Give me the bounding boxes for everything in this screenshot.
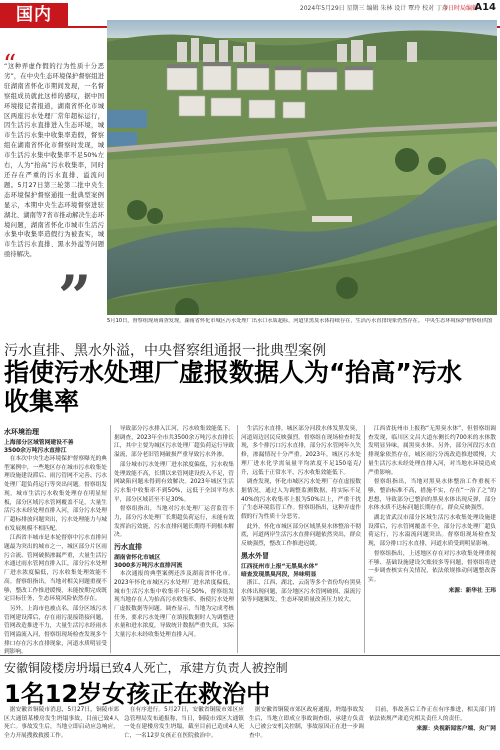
paragraph: 此外，怀化市城区部分区域黑臭水体整治不彻底，河道两岸生活污水直排问题依然突出，群众反映强烈，整改工作推进迟缓。: [241, 523, 361, 548]
story1-col3-subhead-2: 暗查发现黑臭河段，异味明显: [241, 571, 317, 578]
pull-quote: [0, 52, 106, 342]
paragraph: 督察组指出，当地对污水处理厂运营监管不力，部分污水处理厂长期超负荷运行，未能有效发挥治污效能，污水直排问题长期得不到根本解决。: [114, 506, 234, 539]
story1-col2-section: 污水直排: [114, 543, 142, 552]
story1-col1-subhead-2: 3500余万吨污水直排江: [4, 448, 67, 454]
header-tag: 今日时局编辑: [441, 5, 478, 12]
aerial-photo-illustration: [107, 20, 497, 315]
story1-col2-subhead-1: 湖南省怀化市城区: [114, 555, 161, 562]
story1-col3-subhead-1: 江西抚州市上报“无黑臭水体”: [241, 563, 319, 570]
story2-headline: 1名12岁女孩正在救治中: [4, 680, 271, 708]
story1-col2-subhead-2: 3000多万吨污水直排河流: [114, 563, 183, 570]
aerial-photo: [107, 20, 497, 315]
paragraph: 据安徽省铜陵市消息，5月27日，铜陵市郊区大通镇某楼房发生坍塌事故，目前已致4人死亡。事故发生后，当地立即启动应急响应，全力开展搜救救援工作。: [4, 707, 119, 740]
story1-column-3: [241, 425, 361, 655]
paragraph: 调查发现，怀化市城区污水处理厂存在虚报数据情况，通过人为调整监测数据，将实际不足40%的污水收集率上报为50%以上，严重干扰了生态环境监管工作。督察组指出，这种弄虚作假的行为性质十分恶劣。: [241, 479, 361, 521]
story1-col3-section: 黑水外冒: [241, 551, 269, 560]
paragraph: 目前，事故善后工作正在有序推进，相关部门将依法依规严肃追究相关责任人的责任。: [369, 707, 496, 722]
paragraph: 江西省丰城市是本轮督察中污水直排问题最为突出的城市之一，城区部分片区雨污合流、管网破损渗漏严重，大量生活污水通过雨水管网直排入江，部分污水处理厂进水浓度偏低，污水收集处理效能不高。督察组指出，当地对相关问题重视不够，整改工作推进缓慢，未能按期完成既定目标任务，生态环境风险依然存在。: [4, 535, 107, 603]
paragraph: 部分城市污水处理厂进水浓度偏低，污水收集处理效能不高，长期以来管网建设投入不足，管网缺陷问题未得到有效解决。2023年城区生活污水集中收集率不到50%，远低于全国平均水平，部分区域甚至不足30%。: [114, 461, 234, 503]
story2-source: 来源：央视新闻客户端、央广网: [416, 726, 496, 733]
pull-quote-text: “这种弄虚作假的行为性质十分恶劣”，在中央生态环境保护督察组进驻湖南省怀化市期间发现，一名督察组成员就此这样的感叹，据中国环境报记者报道，湖南省怀化市城区两座污水处理厂常年超标运行，因生活污水直排进入生态环境，城市生活污水集中收集率造假，督察组在湖南省怀化市督察时发现，城市生活污水集中收集率不足50%左右，人为“抬高”污水收集率，同时还存在严重的污水直排、溢流问题。5月27日第三轮第二批中央生态环境保护督察通报一批典型案例显示，本期中央生态环境督察进驻湖北、湖南等7省市推动解决生态环境问题，湖南省怀化市城市生活污水集中收集率造假行为被查实，城市生活污水直排、黑水外溢等问题亟待解决。: [4, 63, 104, 259]
close-quote-icon: ”: [58, 263, 92, 331]
open-quote-icon: “: [3, 50, 17, 80]
paragraph: 督察组指出，上述地区存在对污水收集处理重视不够、基础设施建设欠账较多等问题，督察组将进一步调查核实有关情况，依法依规推动问题整改落实。: [368, 550, 496, 583]
story2-column-4: [369, 706, 496, 748]
story2-column-3: [249, 706, 364, 748]
paragraph: 督察组指出，当地对黑臭水体整治工作重视不够，整治标准不高，措施不实，存在“一治了之”的思想，导致部分已整治的黑臭水体出现反弹，部分水体水质不达标问题长期存在，群众反映强烈。: [368, 479, 496, 512]
column-divider: [110, 425, 111, 653]
paragraph: 在本次中央生态环境保护督察曝光的典型案例中，一些地区存在城市污水收集处理设施建设滞后、雨污管网不完善、污水处理厂超负荷运行等突出问题。督察组发现，城市生活污水收集处理存在明显短板，部分区域污水管网覆盖不足，大量生活污水未经处理直排入河，部分污水处理厂超标排放问题突出，污水处理能力与城市发展规模不相匹配。: [4, 456, 107, 532]
header-meta: 2024年5月29日 星期三 编辑 朱林 设计 覃玲 校对 丁彦: [299, 5, 448, 12]
paragraph: 生活污水直排，城区部分河段水体发黑发臭，河道周边居民反映强烈。督察组在现场检查时发现，多个排污口污水直排，部分污水管网年久失修，渗漏情况十分严重。2023年，城区污水处理厂进水化学需氧量平均浓度不足150毫克/升，远低于正常水平，污水收集效能低下。: [241, 426, 361, 476]
paragraph: 导致部分污水排入江河，污水收集效能低下。据调查，2023年全市共3500余万吨污水直排长江，其中主要为城区污水处理厂超负荷运行导致溢流，部分老旧管网破损严重导致污水外渗。: [114, 426, 234, 459]
story1-column-2: [114, 425, 234, 655]
story-separator: [0, 655, 500, 656]
story1-kicker: 污水直排、黑水外溢，中央督察组通报一批典型案例: [4, 343, 326, 359]
story1-headline: 指使污水处理厂虚报数据人为“抬高”污水收集率: [4, 358, 462, 416]
paragraph: 另外，上海市也被点名，部分区域污水管网建设滞后，存在雨污混接错接问题，管网改造推进不力，大量生活污水经雨水管网溢流入河，督察组现场检查发现多个排口存在污水直排现象，河道水质明显受到影响。: [4, 605, 107, 655]
paragraph: 浙江、江西、湖北、云南等多个省份均有黑臭水体出现问题，部分地区污水管网破损、溢流污染等问题频发，生态环境质量改善压力较大。: [241, 579, 361, 604]
story2-kicker: 安徽铜陵楼房坍塌已致4人死亡，承建方负责人被控制: [4, 661, 288, 675]
paragraph: 本次通报的典型案例还涉及湖南省怀化市。2023年怀化市城区污水处理厂进水浓度偏低，城市生活污水集中收集率不足50%，督察组发现当地存在人为抬高污水收集率、指使污水处理厂虚报数据等问题。调查显示，当地为完成考核任务，要求污水处理厂在填报数据时人为调整进水量和进水浓度，导致统计数据严重失真，实际大量污水未经收集处理直排入河。: [114, 571, 234, 639]
story1-byline: 来源：新华社 王玮: [448, 587, 496, 594]
story2-column-2: [124, 706, 244, 748]
story1-col1-section: 水环境治理: [4, 428, 39, 436]
paragraph: 江西省抚州市上报称“无黑臭水体”，但督察组调查发现，临川区文昌大道东侧长约700米的水体散发明显异味，属黑臭水体。另外，部分河段污水直排现象依然存在，城区雨污分流改造推进缓慢，大量生活污水未经处理直排入河，对当地水环境造成严重影响。: [368, 426, 496, 476]
photo-caption: 5月10日，督察组现场调查发现，湖南省怀化市城区污水处理厂出水口水质超标，河道里黑臭水体持续存在，生活污水直排现象仍然存在。 中央生态环境保护督察组供图: [107, 318, 493, 324]
column-divider: [364, 425, 365, 653]
page-number: A14: [474, 2, 496, 13]
paragraph: 湖北省武汉市部分区域生活污水收集处理设施建设滞后，污水管网覆盖不全，部分污水处理厂超负荷运行，污水溢流问题突出。督察组现场检查发现，部分排口污水直排，河道水质受到明显影响。: [368, 515, 496, 548]
column-divider: [237, 425, 238, 653]
story1-col1-subhead-1: 上海部分区域管网建设不善: [4, 440, 74, 446]
paragraph: 据安徽省铜陵市郊区政府通报，坍塌事故发生后，当地立即成立事故调查组，承建方负责人已被公安机关控制，事故原因正在进一步调查中。: [249, 707, 364, 740]
story1-column-1: [4, 425, 107, 655]
paragraph: 在有序进行。5月27日，安徽省铜陵市郊区应急管理局发布通报称，当日，铜陵市郊区大通镇一处在建楼房发生坍塌，截至目前已造成4人死亡，一名12岁女孩正在医院救治中。: [124, 707, 244, 740]
story2-column-1: [4, 706, 119, 748]
section-tab: 国内: [0, 3, 68, 28]
story1-column-4: [368, 425, 496, 655]
